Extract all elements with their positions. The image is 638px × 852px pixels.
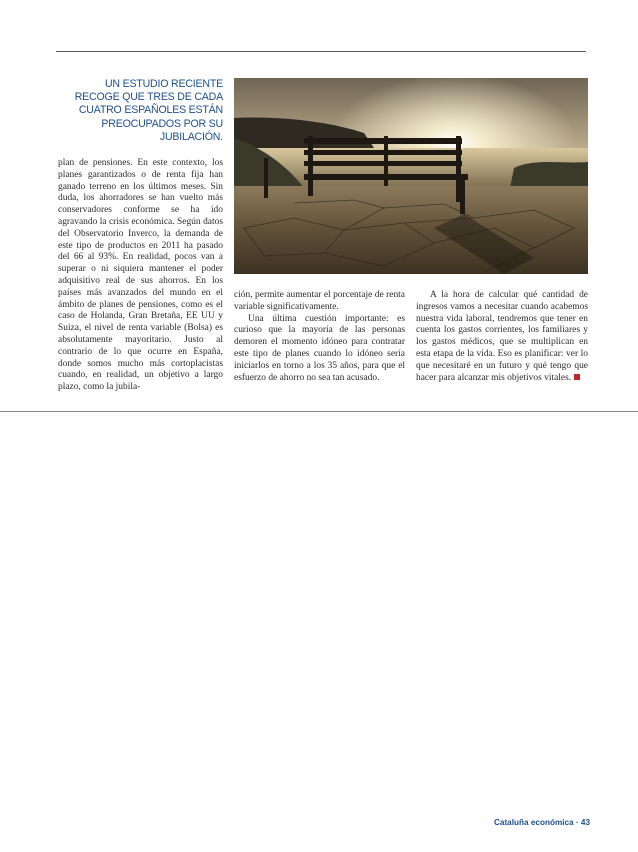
text-column-1: [58, 158, 223, 394]
text-column-3: [416, 290, 588, 384]
column-3-paragraph: [416, 290, 588, 384]
column-3-text: A la hora de calcular qué cantidad de ingresos vamos a necesitar cuando acabemos nuestra vida laboral, tendremos que tener en cuenta los gastos corrientes, los familiares y los gastos médicos, que se multiplican en esta etapa de la vida. Eso es planificar: ver lo que necesitaré en un futuro y qué tengo que hacer para alcanzar mis objetivos vitales.: [416, 290, 588, 383]
column-2-paragraph-1: ción, permite aumentar el porcentaje de renta variable significativamente.: [234, 290, 405, 312]
page-footer: Cataluña económica · 43: [493, 818, 590, 827]
photo-illustration: [234, 78, 588, 274]
column-1-paragraph: plan de pensiones. En este contexto, los planes garantizados o de renta fija han ganado terreno en los últimos meses. Sin duda, los ahorradores se han vuelto más conservadores conforme se ha ido agravando la crisis económica. Según datos del Observatorio Inverco, la demanda de este tipo de productos en 2011 ha pasado del 66 al 93%. En realidad, pocos van a superar o ni siquiera mantener el poder adquisitivo real de sus ahorros. En los países más avanzados del mundo en el ámbito de planes de pensiones, como es el caso de Holanda, Gran Bretaña, EE UU y Suiza, el nivel de renta variable (Bolsa) es absolutamente mayoritario. Justo al contrario de lo que ocurre en España, donde somos mucho más cortoplacistas cuando, en realidad, un objetivo a largo plazo, como la jubila-: [58, 158, 223, 393]
pull-quote: UN ESTUDIO RECIENTE RECOGE QUE TRES DE CADA CUATRO ESPAÑOLES ESTÁN PREOCUPADOS POR SU JUBILACIÓN.: [74, 78, 223, 143]
text-column-2: [234, 290, 405, 384]
top-rule: [56, 51, 586, 52]
section-rule: [0, 411, 638, 412]
column-2-paragraph-2: Una última cuestión importante: es curioso que la mayoría de las personas demoren el momento idóneo para contratar este tipo de planes cuando lo idóneo sería iniciarlos en torno a los 35 años, para que el esfuerzo de ahorro no sea tan acusado.: [234, 313, 405, 383]
end-of-article-mark: [574, 374, 580, 380]
sunset-bench-photo: [234, 78, 588, 274]
